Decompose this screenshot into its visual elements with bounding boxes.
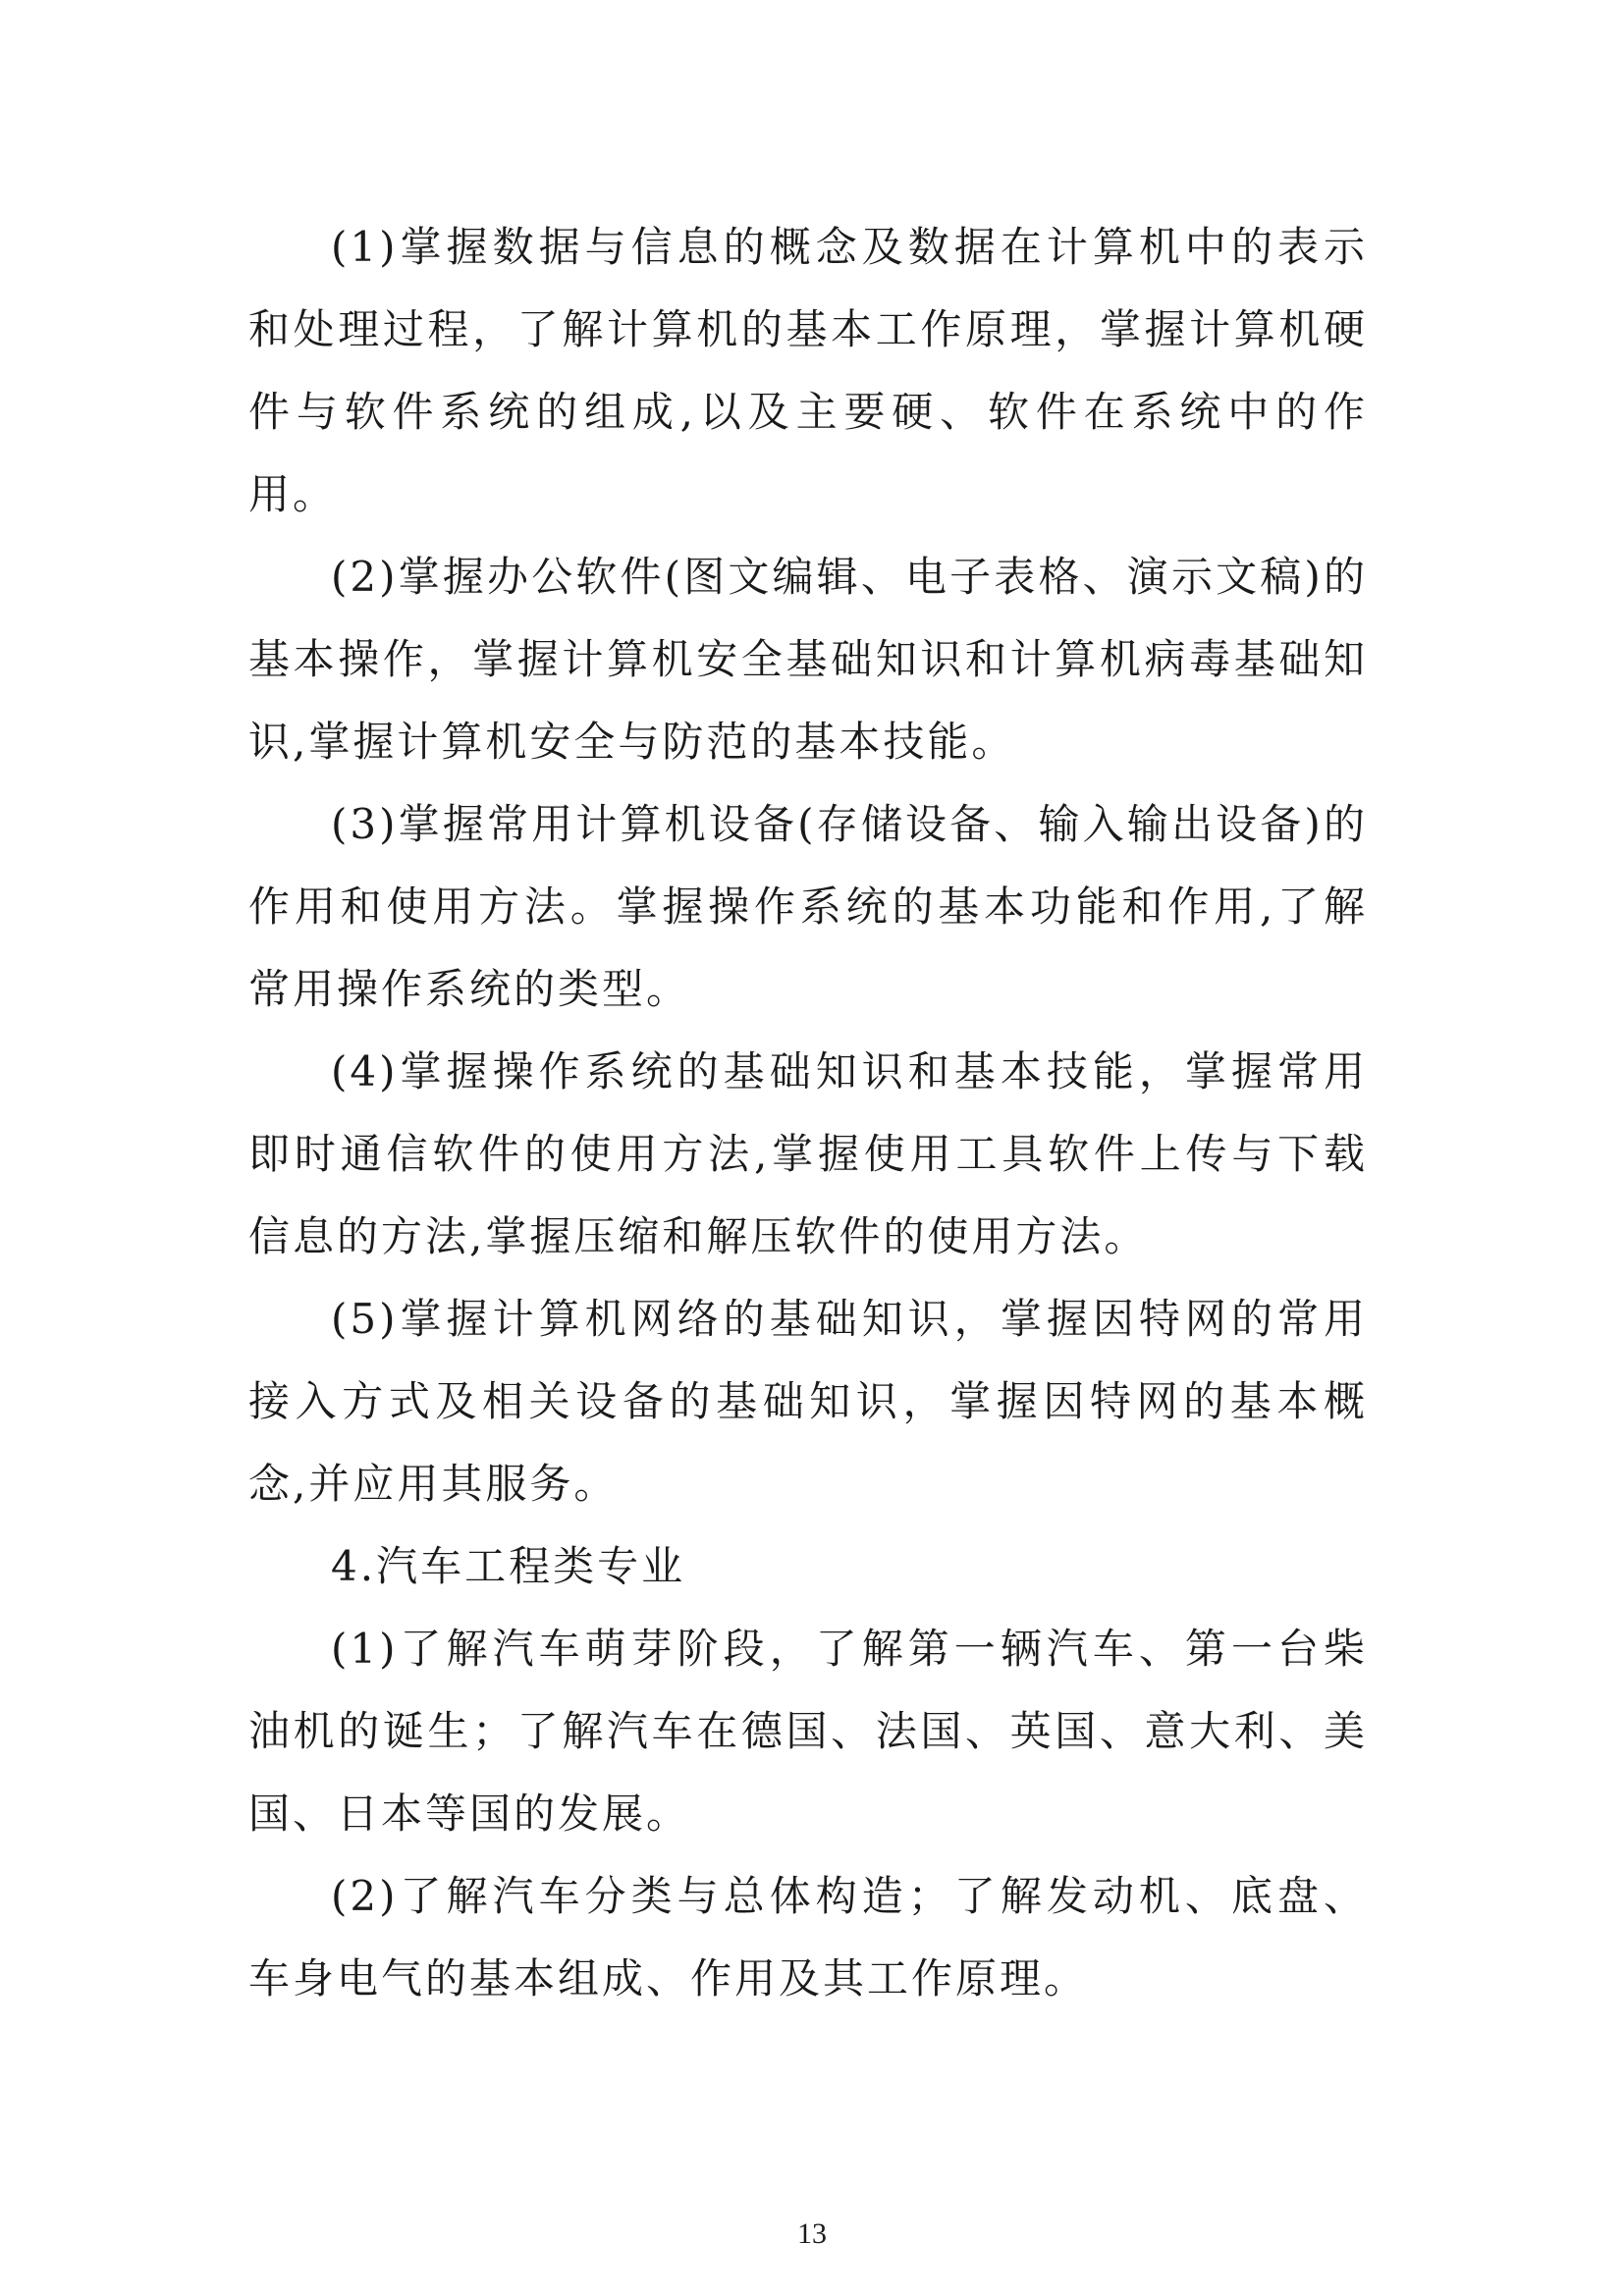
page-number: 13	[797, 2217, 827, 2250]
paragraph-item-7: (2)了解汽车分类与总体构造；了解发动机、底盘、车身电气的基本组成、作用及其工作原理。	[248, 1872, 1368, 2002]
paragraph-item-4: (4)掌握操作系统的基础知识和基本技能，掌握常用即时通信软件的使用方法,掌握使用工具软件上传与下载信息的方法,掌握压缩和解压软件的使用方法。	[248, 1047, 1368, 1260]
paragraph-item-2: (2)掌握办公软件(图文编辑、电子表格、演示文稿)的基本操作，掌握计算机安全基础知识和计算机病毒基础知识,掌握计算机安全与防范的基本技能。	[248, 553, 1368, 766]
paragraph-item-3: (3)掌握常用计算机设备(存储设备、输入输出设备)的作用和使用方法。掌握操作系统的基本功能和作用,了解常用操作系统的类型。	[248, 800, 1368, 1013]
paragraph-item-1: (1)掌握数据与信息的概念及数据在计算机中的表示和处理过程，了解计算机的基本工作原理，掌握计算机硬件与软件系统的组成,以及主要硬、软件在系统中的作用。	[248, 223, 1368, 518]
section-heading: 4.汽车工程类专业	[331, 1542, 686, 1590]
body-text	[248, 206, 1368, 2020]
paragraph-item-5: (5)掌握计算机网络的基础知识，掌握因特网的常用接入方式及相关设备的基础知识，掌握因特网的基本概念,并应用其服务。	[248, 1295, 1368, 1508]
paragraph-item-6: (1)了解汽车萌芽阶段，了解第一辆汽车、第一台柴油机的诞生；了解汽车在德国、法国、英国、意大利、美国、日本等国的发展。	[248, 1625, 1368, 1838]
